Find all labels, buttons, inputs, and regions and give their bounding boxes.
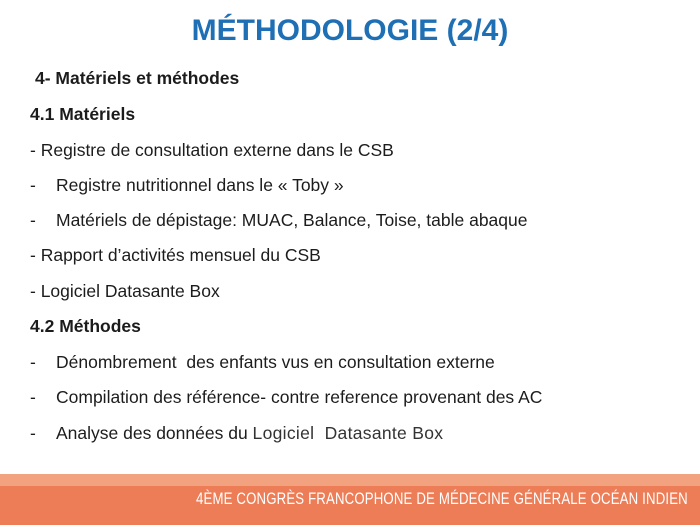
dash: - xyxy=(30,210,36,230)
dash: - xyxy=(30,281,36,301)
dash: - xyxy=(30,352,36,372)
material-item-3 xyxy=(30,210,527,231)
method-item-3 xyxy=(30,423,443,444)
material-item-4 xyxy=(30,245,321,266)
material-text: Registre de consultation externe dans le CSB xyxy=(40,140,394,160)
section-heading: 4- Matériels et méthodes xyxy=(35,68,240,88)
dash: - xyxy=(30,175,36,195)
footer-stripe-light xyxy=(0,474,700,486)
material-text: Matériels de dépistage: MUAC, Balance, Toise, table abaque xyxy=(56,210,528,230)
dash: - xyxy=(30,245,36,265)
material-text: Registre nutritionnel dans le « Toby » xyxy=(56,175,344,195)
material-item-1 xyxy=(30,140,394,161)
materials-heading: 4.1 Matériels xyxy=(30,104,136,124)
method-text: Compilation des référence- contre reference provenant des AC xyxy=(56,387,543,407)
dash: - xyxy=(30,387,36,407)
method-text: Dénombrement des enfants vus en consultation externe xyxy=(56,352,495,372)
material-text: Rapport d’activités mensuel du CSB xyxy=(40,245,321,265)
footer-text: 4ÈME CONGRÈS FRANCOPHONE DE MÉDECINE GÉNÉRALE OCÉAN INDIEN xyxy=(196,490,688,508)
method-text: Analyse des données du xyxy=(56,423,248,443)
material-item-5 xyxy=(30,281,220,302)
software-name: Logiciel Datasante Box xyxy=(252,423,444,443)
slide-title: MÉTHODOLOGIE (2/4) xyxy=(191,14,509,47)
material-item-2 xyxy=(30,175,344,196)
dash: - xyxy=(30,140,36,160)
method-item-1 xyxy=(30,352,495,373)
method-item-2 xyxy=(30,387,542,408)
dash: - xyxy=(30,423,36,443)
methods-heading: 4.2 Méthodes xyxy=(30,316,141,336)
material-text: Logiciel Datasante Box xyxy=(40,281,220,301)
